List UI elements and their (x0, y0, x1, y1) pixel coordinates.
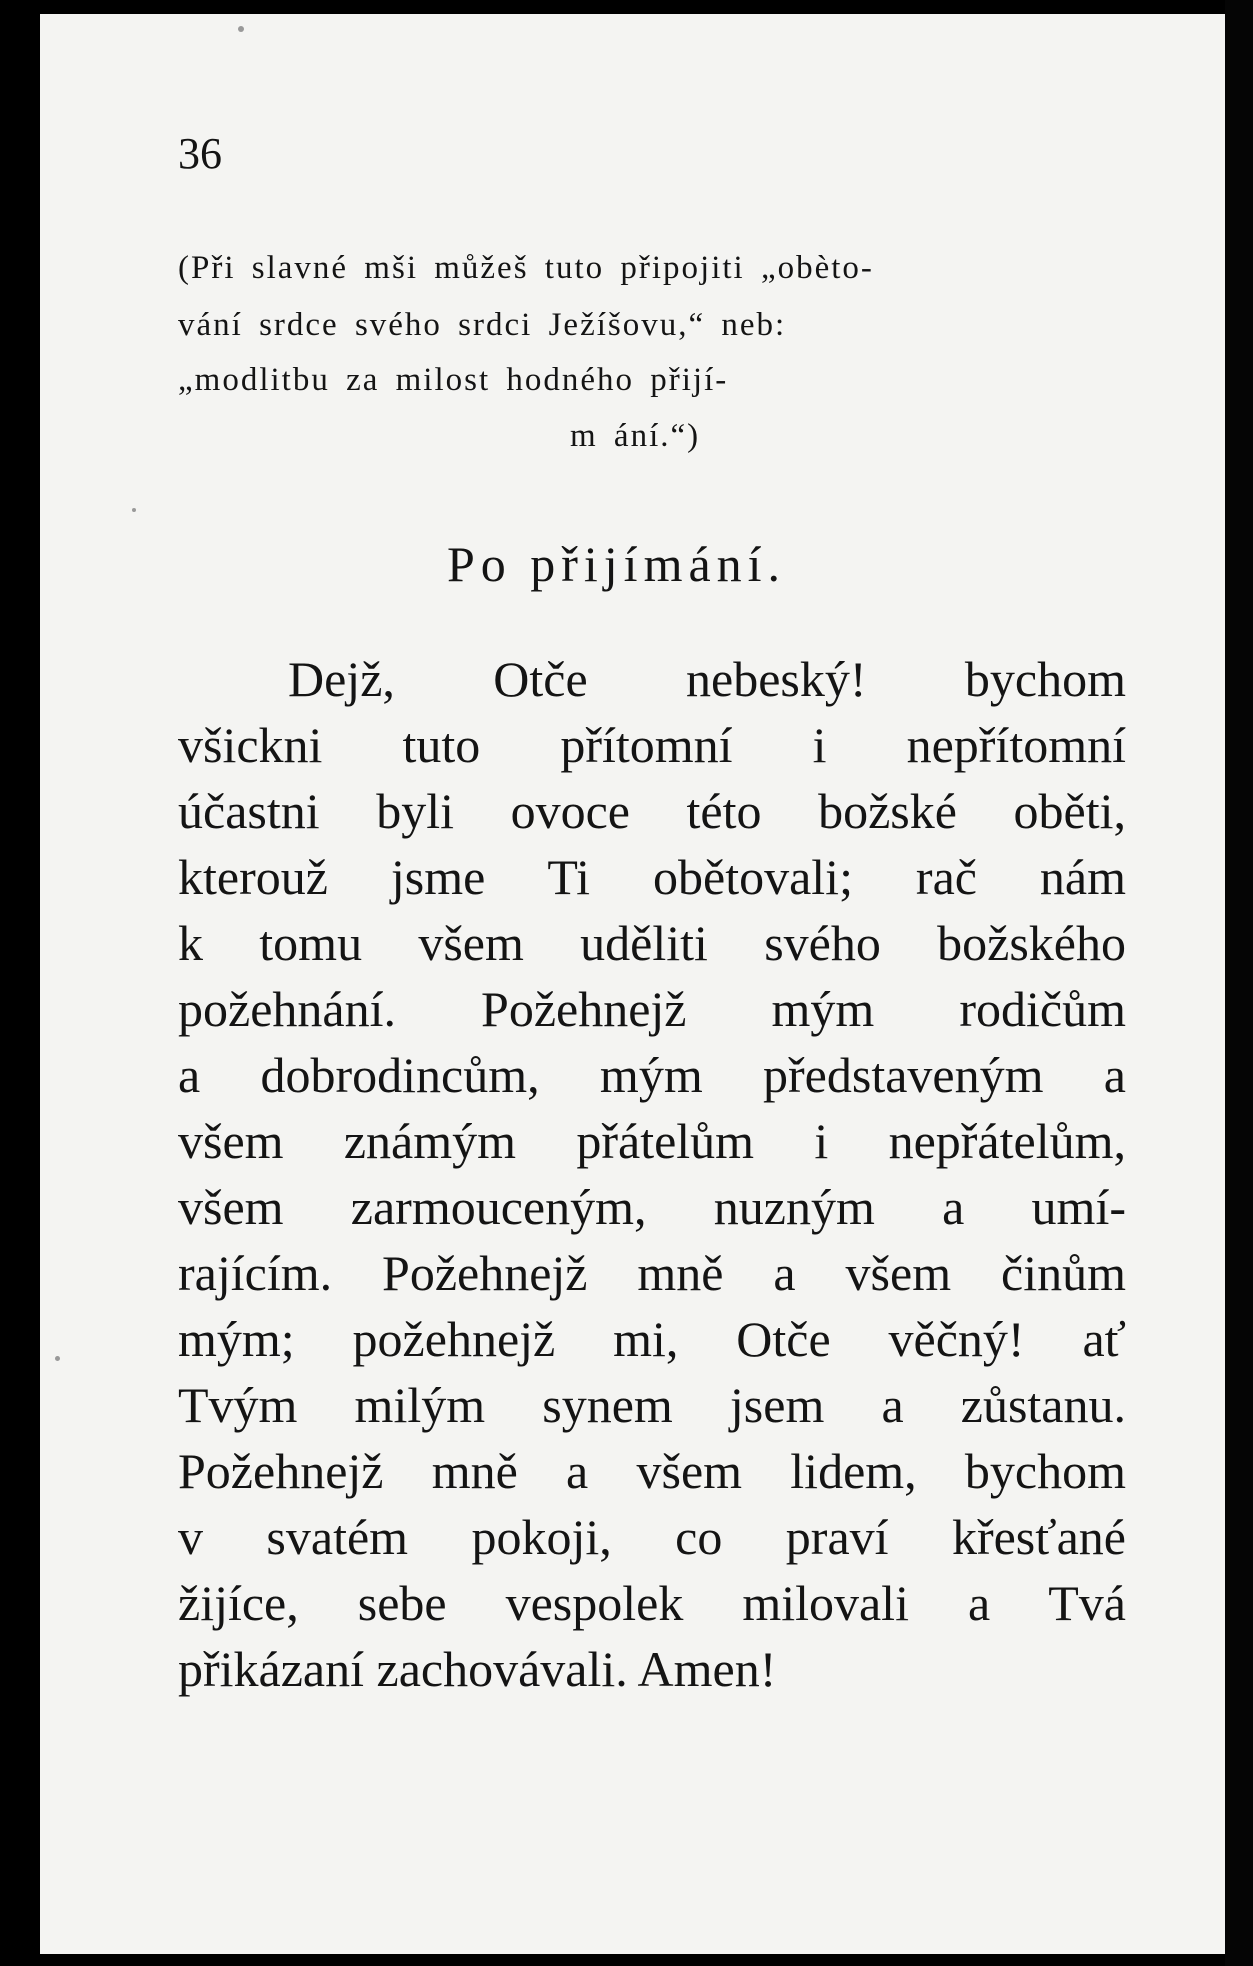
paper-speck (238, 26, 244, 32)
body-line-4: kterouž jsme Ti obětovali; rač nám (178, 849, 1126, 905)
paper-speck (132, 508, 136, 512)
page-number: 36 (178, 129, 222, 178)
section-heading: Po přijímání. (446, 536, 787, 592)
body-line-13: Požehnejž mně a všem lidem, bychom (178, 1443, 1126, 1499)
body-line-7: a dobrodincům, mým představeným a (178, 1047, 1126, 1103)
body-line-9: všem zarmouceným, nuzným a umí- (178, 1179, 1126, 1235)
note-line-2: vání srdce svého srdci Ježíšovu,“ neb: (178, 307, 787, 343)
paper-speck (55, 1356, 60, 1361)
note-line-3: „modlitbu za milost hodného přijí- (178, 362, 729, 398)
body-line-10: rajícím. Požehnejž mně a všem činům (178, 1245, 1126, 1301)
body-line-5: k tomu všem uděliti svého božského (178, 915, 1126, 971)
body-line-8: všem známým přátelům i nepřátelům, (178, 1113, 1126, 1169)
body-line-14: v svatém pokoji, co praví křesťané (178, 1509, 1126, 1565)
body-line-16: přikázaní zachovávali. Amen! (178, 1641, 777, 1697)
body-line-2: všickni tuto přítomní i nepřítomní (178, 717, 1126, 773)
body-line-15: žijíce, sebe vespolek milovali a Tvá (178, 1575, 1126, 1631)
body-line-3: účastni byli ovoce této božské oběti, (178, 783, 1126, 839)
body-line-12: Tvým milým synem jsem a zůstanu. (178, 1377, 1126, 1433)
page-edge-shadow (1225, 0, 1253, 1966)
body-line-1: Dejž, Otče nebeský! bychom (288, 651, 1126, 707)
note-line-4: m ání.“) (570, 418, 701, 454)
body-line-6: požehnání. Požehnejž mým rodičům (178, 981, 1126, 1037)
note-line-1: (Při slavné mši můžeš tuto připojiti „obèto- (178, 250, 874, 286)
body-line-11: mým; požehnejž mi, Otče věčný! ať (178, 1311, 1126, 1367)
